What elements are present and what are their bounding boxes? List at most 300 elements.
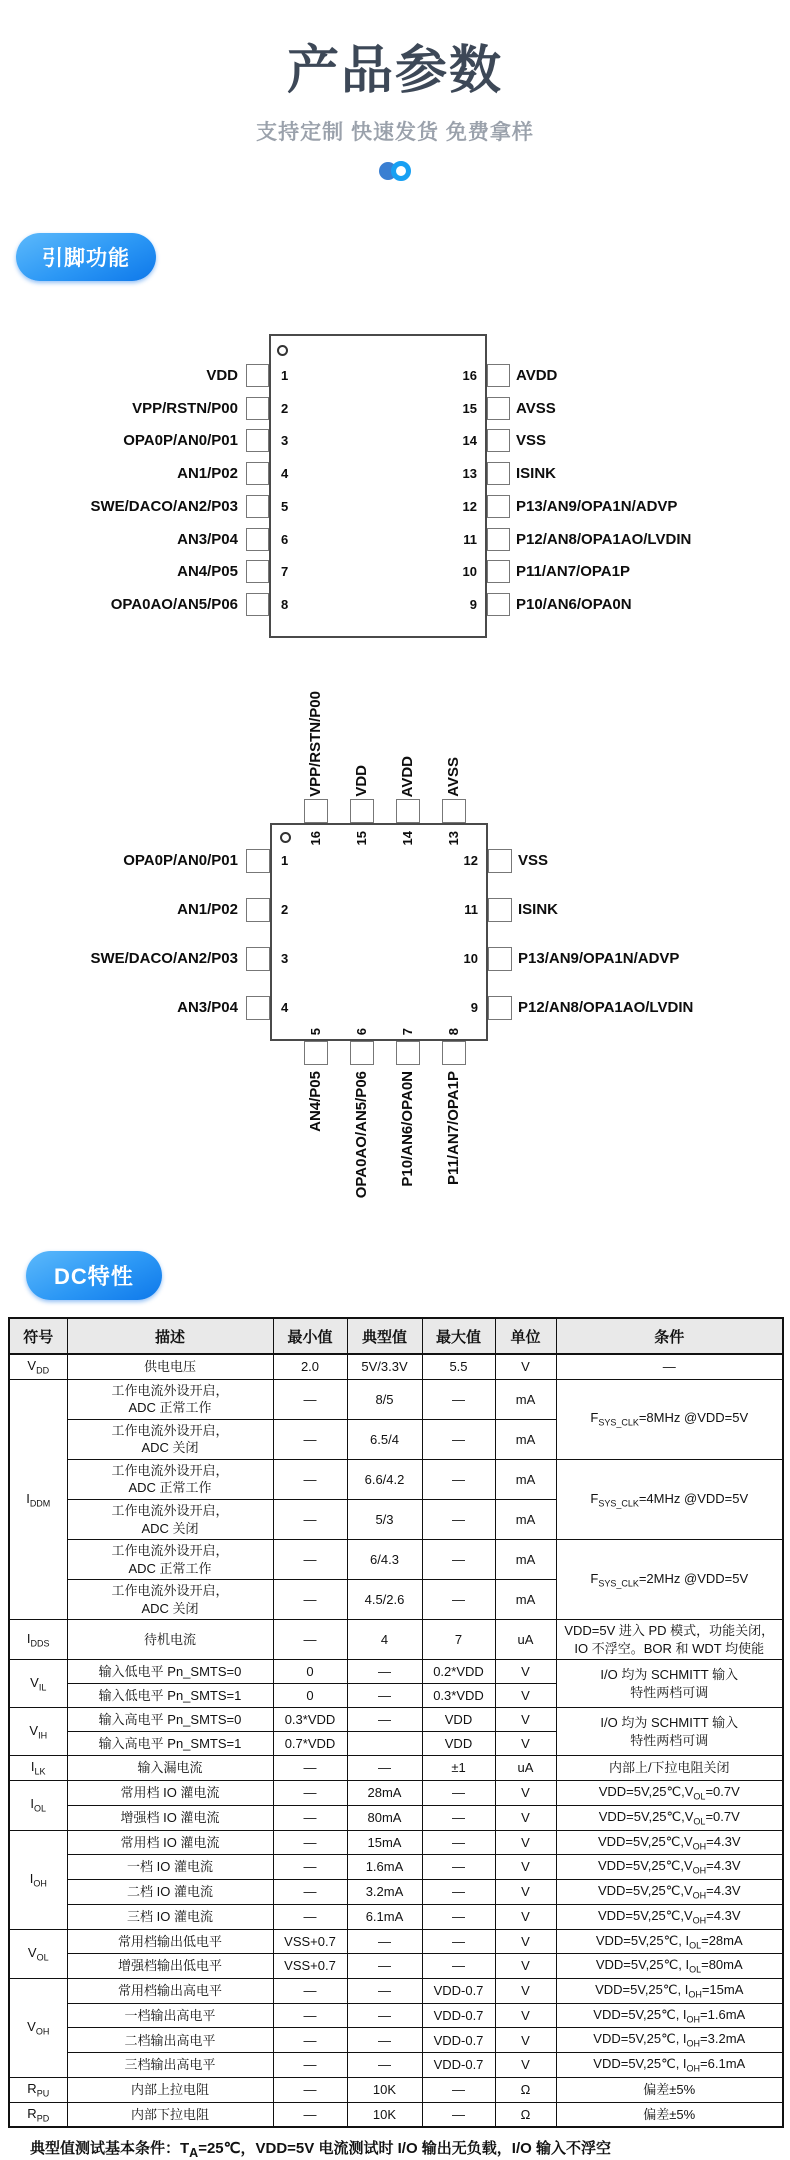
table-cell: 工作电流外设开启， ADC 正常工作 (67, 1459, 273, 1499)
table-cell: V (495, 1855, 556, 1880)
table-cell: 输入高电平 Pn_SMTS=1 (67, 1732, 273, 1756)
table-cell: — (422, 1500, 495, 1540)
table-cell: V (495, 2003, 556, 2028)
pin-number: 4 (281, 466, 289, 481)
table-cell: V (495, 1904, 556, 1929)
pin-label: VDD (353, 765, 370, 797)
table-row (9, 2102, 783, 2127)
pin-label: VDD (206, 367, 238, 384)
pin-number: 14 (400, 831, 415, 846)
table-cell: 6.1mA (347, 1904, 422, 1929)
table-cell: 常用档输出低电平 (67, 1929, 273, 1954)
table-cell: 偏差±5% (556, 2077, 783, 2102)
table-cell: 工作电流外设开启， ADC 关闭 (67, 1500, 273, 1540)
pin-label: ISINK (516, 465, 557, 482)
table-cell: $I_{OH}$ (9, 1830, 67, 1929)
table-cell: 工作电流外设开启， ADC 正常工作 (67, 1540, 273, 1580)
pin-number: 11 (463, 532, 477, 547)
pin-pad (350, 799, 374, 823)
pin-label: AN1/P02 (177, 901, 238, 918)
table-cell: $F_{SYS\_CLK}=8MHz$ @VDD=5V (556, 1379, 783, 1459)
table-cell: V (495, 1954, 556, 1979)
table-cell: $VDD=5V,25℃,V_{OL}=0.7V$ (556, 1781, 783, 1806)
pin-number: 13 (446, 831, 461, 846)
pin-label: P12/AN8/OPA1AO/LVDIN (516, 531, 692, 548)
pin-number: 8 (446, 1027, 461, 1035)
table-cell: 5V/3.3V (347, 1354, 422, 1379)
table-cell: V (495, 1979, 556, 2004)
table-row (9, 2003, 783, 2028)
pin-number: 3 (281, 951, 289, 966)
table-cell: $VDD=5V,25℃,V_{OH}=4.3V$ (556, 1880, 783, 1905)
table-cell: 常用档 IO 灌电流 (67, 1781, 273, 1806)
table-cell: VDD-0.7 (422, 2053, 495, 2078)
table-cell: — (422, 1580, 495, 1620)
table-row (9, 1660, 783, 1684)
column-header: 最大值 (422, 1318, 495, 1354)
table-cell: 内部上拉电阻 (67, 2077, 273, 2102)
pin-pad (487, 593, 510, 616)
table-cell: 内部上/下拉电阻关闭 (556, 1756, 783, 1781)
table-cell: 一档输出高电平 (67, 2003, 273, 2028)
table-cell: V (495, 1805, 556, 1830)
pin-pad (350, 1041, 374, 1065)
table-cell: 内部下拉电阻 (67, 2102, 273, 2127)
table-row (9, 1459, 783, 1499)
pin-label: P10/AN6/OPA0N (516, 596, 632, 613)
table-cell: — (347, 1660, 422, 1684)
table-cell: mA (495, 1500, 556, 1540)
table-cell: VDD (422, 1732, 495, 1756)
table-cell: VDD=5V,25℃, $I_{OL}=28mA$ (556, 1929, 783, 1954)
pin-pad (246, 593, 269, 616)
pin-number: 14 (462, 433, 477, 448)
table-cell: — (422, 2102, 495, 2127)
table-cell: — (273, 1855, 347, 1880)
pin-label: AVDD (516, 367, 558, 384)
column-header: 条件 (556, 1318, 783, 1354)
table-cell: — (347, 2003, 422, 2028)
table-cell: 10K (347, 2102, 422, 2127)
table-row (9, 1756, 783, 1781)
table-cell: 0 (273, 1660, 347, 1684)
table-cell: VDD=5V,25℃, $I_{OL}=80mA$ (556, 1954, 783, 1979)
table-cell: 待机电流 (67, 1620, 273, 1660)
column-header: 最小值 (273, 1318, 347, 1354)
table-cell: uA (495, 1620, 556, 1660)
table-cell: 2.0 (273, 1354, 347, 1379)
pin-number: 12 (463, 853, 478, 868)
pin-label: OPA0P/AN0/P01 (123, 852, 238, 869)
pin-pad (487, 495, 510, 518)
pin-number: 6 (281, 532, 289, 547)
table-cell: — (422, 1419, 495, 1459)
pin-label: OPA0AO/AN5/P06 (353, 1071, 370, 1199)
table-cell: — (273, 1580, 347, 1620)
table-cell (347, 1732, 422, 1756)
pin-number: 16 (462, 368, 477, 383)
table-cell: mA (495, 1540, 556, 1580)
table-cell: uA (495, 1756, 556, 1781)
pin-number: 8 (281, 597, 289, 612)
table-cell: — (347, 1756, 422, 1781)
pin-pad (246, 462, 269, 485)
table-cell: ±1 (422, 1756, 495, 1781)
table-cell: $V_{IH}$ (9, 1708, 67, 1756)
table-cell: 供电电压 (67, 1354, 273, 1379)
table-cell: 15mA (347, 1830, 422, 1855)
pin-label: VSS (516, 432, 547, 449)
table-cell: — (273, 2028, 347, 2053)
table-cell: V (495, 1684, 556, 1708)
pin-label: AVSS (445, 757, 462, 797)
table-row (9, 1708, 783, 1732)
table-cell: I/O 均为 SCHMITT 输入 特性两档可调 (556, 1660, 783, 1708)
pin-number: 5 (308, 1027, 323, 1035)
table-cell: 三档输出高电平 (67, 2053, 273, 2078)
table-cell: — (273, 1756, 347, 1781)
table-cell: — (347, 1708, 422, 1732)
table-cell: — (273, 2003, 347, 2028)
table-cell: — (347, 1684, 422, 1708)
table-cell: 6.5/4 (347, 1419, 422, 1459)
pin-pad (246, 397, 269, 420)
pin-label: ISINK (518, 901, 559, 918)
pin-number: 5 (281, 499, 289, 514)
table-cell: V (495, 1708, 556, 1732)
table-cell: — (347, 1929, 422, 1954)
column-header: 描述 (67, 1318, 273, 1354)
table-cell: — (556, 1354, 783, 1379)
pin-pad (442, 799, 466, 823)
table-cell: 28mA (347, 1781, 422, 1806)
table-cell: Ω (495, 2102, 556, 2127)
table-cell: VDD-0.7 (422, 2003, 495, 2028)
pin-pad (488, 849, 512, 873)
table-cell: $F_{SYS\_CLK}=2MHz$ @VDD=5V (556, 1540, 783, 1620)
table-cell: 4 (347, 1620, 422, 1660)
table-cell: 三档 IO 灌电流 (67, 1904, 273, 1929)
table-cell: 80mA (347, 1805, 422, 1830)
pin-label: AN4/P05 (307, 1071, 324, 1132)
qfp16-pinout-diagram (0, 681, 790, 1221)
pin-label: OPA0P/AN0/P01 (123, 432, 238, 449)
table-cell: 常用档输出高电平 (67, 1979, 273, 2004)
table-row (9, 1929, 783, 1954)
table-cell: V (495, 2053, 556, 2078)
table-cell: 输入低电平 Pn_SMTS=1 (67, 1684, 273, 1708)
table-cell: VSS+0.7 (273, 1954, 347, 1979)
table-cell: V (495, 1781, 556, 1806)
table-cell: — (273, 2102, 347, 2127)
pin-pad (246, 364, 269, 387)
pin-pad (488, 996, 512, 1020)
pin-pad (488, 947, 512, 971)
table-cell: — (273, 1781, 347, 1806)
table-row (9, 2077, 783, 2102)
table-cell: — (273, 2053, 347, 2078)
pin-number: 10 (462, 564, 477, 579)
table-cell: V (495, 2028, 556, 2053)
table-cell: 0.7*VDD (273, 1732, 347, 1756)
pin-pad (487, 528, 510, 551)
pin-label: AN3/P04 (177, 999, 238, 1016)
table-cell: V (495, 1830, 556, 1855)
pin-number: 11 (464, 902, 478, 917)
table-cell: 0.3*VDD (273, 1708, 347, 1732)
table-header-row (9, 1318, 783, 1354)
table-cell: — (422, 2077, 495, 2102)
table-cell: — (347, 1954, 422, 1979)
pin-pad (487, 560, 510, 583)
table-row (9, 1979, 783, 2004)
pin1-indicator (277, 345, 288, 356)
table-row (9, 1781, 783, 1806)
table-cell: 1.6mA (347, 1855, 422, 1880)
column-header: 单位 (495, 1318, 556, 1354)
table-cell: mA (495, 1580, 556, 1620)
table-cell: VDD=5V,25℃, $I_{OH}=6.1mA$ (556, 2053, 783, 2078)
table-cell: mA (495, 1379, 556, 1419)
table-cell: $VDD=5V,25℃,V_{OH}=4.3V$ (556, 1904, 783, 1929)
pin-number: 9 (470, 1000, 478, 1015)
table-cell: — (273, 1459, 347, 1499)
table-cell: — (422, 1929, 495, 1954)
pin-label: VPP/RSTN/P00 (307, 691, 324, 797)
pin-pad (487, 397, 510, 420)
pin-number: 9 (469, 597, 477, 612)
pin-label: VSS (518, 852, 549, 869)
table-cell: — (273, 1979, 347, 2004)
table-cell: 0 (273, 1684, 347, 1708)
table-cell: — (347, 1979, 422, 2004)
pin-label: AN3/P04 (177, 531, 238, 548)
table-cell: VSS+0.7 (273, 1929, 347, 1954)
column-header: 典型值 (347, 1318, 422, 1354)
table-row (9, 1954, 783, 1979)
pin-number: 2 (281, 401, 289, 416)
pin-label: P11/AN7/OPA1P (516, 563, 630, 580)
table-cell: 工作电流外设开启， ADC 关闭 (67, 1580, 273, 1620)
table-cell: V (495, 1660, 556, 1684)
table-cell: — (273, 2077, 347, 2102)
table-cell: 6.6/4.2 (347, 1459, 422, 1499)
pin-pad (246, 996, 270, 1020)
brand-logo (0, 159, 790, 183)
table-cell: V (495, 1929, 556, 1954)
table-cell: VDD-0.7 (422, 2028, 495, 2053)
dc-table-wrap (8, 1317, 782, 2128)
pin-label: SWE/DACO/AN2/P03 (90, 950, 238, 967)
pin-label: OPA0AO/AN5/P06 (110, 596, 238, 613)
page-header (0, 0, 790, 183)
pin-pad (487, 364, 510, 387)
column-header: 符号 (9, 1318, 67, 1354)
pin-label: AVDD (399, 755, 416, 797)
table-cell: $VDD=5V,25℃,V_{OH}=4.3V$ (556, 1830, 783, 1855)
pin-number: 16 (308, 831, 323, 846)
table-cell: mA (495, 1419, 556, 1459)
table-cell: VDD-0.7 (422, 1979, 495, 2004)
table-cell: — (422, 1855, 495, 1880)
table-cell: 4.5/2.6 (347, 1580, 422, 1620)
pin-number: 12 (462, 499, 477, 514)
table-cell: $R_{PU}$ (9, 2077, 67, 2102)
table-cell: mA (495, 1459, 556, 1499)
table-cell: 增强档 IO 灌电流 (67, 1805, 273, 1830)
pin-pad (304, 799, 328, 823)
table-cell: — (273, 1620, 347, 1660)
table-cell: 输入漏电流 (67, 1756, 273, 1781)
table-cell: — (273, 1540, 347, 1580)
table-cell: — (273, 1830, 347, 1855)
table-row (9, 2028, 783, 2053)
pin-number: 4 (281, 1000, 289, 1015)
table-cell: — (347, 2028, 422, 2053)
table-row (9, 1880, 783, 1905)
table-cell: — (273, 1500, 347, 1540)
table-cell: V (495, 1880, 556, 1905)
table-cell: 输入低电平 Pn_SMTS=0 (67, 1660, 273, 1684)
table-row (9, 1855, 783, 1880)
table-cell: $V_{OH}$ (9, 1979, 67, 2078)
table-cell: 10K (347, 2077, 422, 2102)
pin-pad (487, 462, 510, 485)
table-cell: $R_{PD}$ (9, 2102, 67, 2127)
table-cell: — (422, 1805, 495, 1830)
page-subtitle: 支持定制 快速发货 免费拿样 (256, 121, 534, 144)
table-cell: 0.2*VDD (422, 1660, 495, 1684)
pin-pad (246, 528, 269, 551)
pin-pad (487, 429, 510, 452)
table-cell: 常用档 IO 灌电流 (67, 1830, 273, 1855)
table-cell: $I_{DDS}$ (9, 1620, 67, 1660)
table-cell: Ω (495, 2077, 556, 2102)
pin-pad (488, 898, 512, 922)
pin-label: P13/AN9/OPA1N/ADVP (518, 950, 680, 967)
pin-pad (396, 1041, 420, 1065)
pin-pad (246, 429, 269, 452)
pin-number: 1 (281, 853, 289, 868)
pin-label: P10/AN6/OPA0N (399, 1071, 416, 1187)
table-cell: 8/5 (347, 1379, 422, 1419)
pin-pad (246, 898, 270, 922)
table-cell: VDD=5V,25℃, $I_{OH}=1.6mA$ (556, 2003, 783, 2028)
pin-number: 3 (281, 433, 289, 448)
table-cell: $VDD=5V,25℃,V_{OL}=0.7V$ (556, 1805, 783, 1830)
pin-pad (246, 849, 270, 873)
table-cell: 3.2mA (347, 1880, 422, 1905)
table-row (9, 1540, 783, 1580)
pin-number: 7 (400, 1027, 415, 1035)
pin-number: 13 (462, 466, 477, 481)
pin-pad (396, 799, 420, 823)
pin-number: 10 (463, 951, 478, 966)
table-cell: $I_{OL}$ (9, 1781, 67, 1830)
table-cell: 6/4.3 (347, 1540, 422, 1580)
table-cell: — (273, 1805, 347, 1830)
pin-pad (246, 560, 269, 583)
dip16-pinout-diagram (0, 321, 790, 666)
table-cell: 7 (422, 1620, 495, 1660)
table-cell: 二档 IO 灌电流 (67, 1880, 273, 1905)
pin-label: P12/AN8/OPA1AO/LVDIN (518, 999, 694, 1016)
table-cell: 5/3 (347, 1500, 422, 1540)
table-cell: VDD (422, 1708, 495, 1732)
table-cell: — (273, 1419, 347, 1459)
pin-number: 7 (281, 564, 289, 579)
table-cell: — (273, 1880, 347, 1905)
pin-label: AN1/P02 (177, 465, 238, 482)
table-row (9, 2053, 783, 2078)
pin-number: 6 (354, 1027, 369, 1035)
pin-number: 1 (281, 368, 289, 383)
pin-label: AN4/P05 (177, 563, 238, 580)
table-cell: VDD=5V,25℃, $I_{OH}=3.2mA$ (556, 2028, 783, 2053)
table-cell: $I_{LK}$ (9, 1756, 67, 1781)
table-cell: 工作电流外设开启， ADC 正常工作 (67, 1379, 273, 1419)
table-cell: — (273, 1904, 347, 1929)
table-cell: — (347, 2053, 422, 2078)
table-row (9, 1904, 783, 1929)
pin-label: P13/AN9/OPA1N/ADVP (516, 498, 678, 515)
table-row (9, 1620, 783, 1660)
table-cell: VDD=5V 进入 PD 模式，功能关闭， IO 不浮空。BOR 和 WDT 均使能 (556, 1620, 783, 1660)
dc-characteristics-table (8, 1317, 784, 2128)
section-badge-dc: DC特性 (26, 1251, 162, 1300)
pin-label: AVSS (516, 400, 556, 417)
table-cell: 5.5 (422, 1354, 495, 1379)
pin-number: 15 (354, 831, 369, 846)
pin-pad (246, 947, 270, 971)
pin-pad (304, 1041, 328, 1065)
table-cell: 偏差±5% (556, 2102, 783, 2127)
test-condition-note: 典型值测试基本条件：$T_A=25℃$，VDD=5V 电流测试时 I/O 输出无负载，I/O 输入不浮空 (30, 2140, 611, 2160)
table-cell: — (422, 1379, 495, 1419)
table-cell: 二档输出高电平 (67, 2028, 273, 2053)
table-cell: — (422, 1459, 495, 1499)
page-title: 产品参数 (286, 42, 503, 100)
table-cell: 输入高电平 Pn_SMTS=0 (67, 1708, 273, 1732)
table-cell: 一档 IO 灌电流 (67, 1855, 273, 1880)
table-row (9, 1805, 783, 1830)
table-cell: 工作电流外设开启， ADC 关闭 (67, 1419, 273, 1459)
pin-label: P11/AN7/OPA1P (445, 1071, 462, 1185)
table-cell: 增强档输出低电平 (67, 1954, 273, 1979)
table-cell: $I_{DDM}$ (9, 1379, 67, 1620)
table-cell: — (422, 1904, 495, 1929)
table-cell: V (495, 1354, 556, 1379)
pin-number: 2 (281, 902, 289, 917)
table-cell: I/O 均为 SCHMITT 输入 特性两档可调 (556, 1708, 783, 1756)
table-row (9, 1830, 783, 1855)
table-cell: — (422, 1954, 495, 1979)
table-cell: $VDD=5V,25℃,V_{OH}=4.3V$ (556, 1855, 783, 1880)
table-cell: — (422, 1880, 495, 1905)
table-cell: $V_{IL}$ (9, 1660, 67, 1708)
pin-label: SWE/DACO/AN2/P03 (90, 498, 238, 515)
table-cell: 0.3*VDD (422, 1684, 495, 1708)
table-cell: — (422, 1540, 495, 1580)
table-cell: $V_{OL}$ (9, 1929, 67, 1978)
pin-pad (246, 495, 269, 518)
pin1-indicator (280, 832, 291, 843)
table-row (9, 1379, 783, 1419)
table-cell: V (495, 1732, 556, 1756)
table-cell: VDD=5V,25℃, $I_{OH}=15mA$ (556, 1979, 783, 2004)
pin-label: VPP/RSTN/P00 (132, 400, 238, 417)
table-cell: $V_{DD}$ (9, 1354, 67, 1379)
